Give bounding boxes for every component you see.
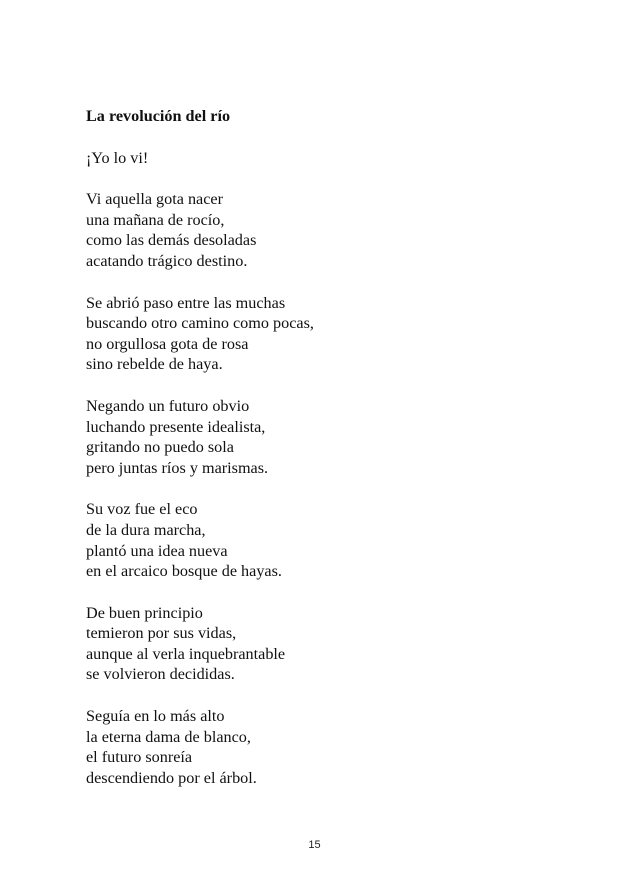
poem-line: acatando trágico destino. [86,251,248,270]
poem-line: en el arcaico bosque de hayas. [86,562,282,581]
poem-line: se volvieron decididas. [86,665,235,684]
poem-line: plantó una idea nueva [86,541,228,560]
poem-title: La revolución del río [86,107,231,125]
poem-line: el futuro sonreía [86,748,193,767]
poem-line: temieron por sus vidas, [86,624,237,643]
poem-line: una mañana de rocío, [86,210,225,229]
poem-line: luchando presente idealista, [86,417,266,436]
poem-line: no orgullosa gota de rosa [86,334,249,353]
poem-line: de la dura marcha, [86,520,206,539]
poem-line: aunque al verla inquebrantable [86,644,286,663]
poem-line: Su voz fue el eco [86,500,198,519]
poem-line: gritando no puedo sola [86,438,234,457]
poem-line: Negando un futuro obvio [86,396,250,415]
poem-line: Vi aquella gota nacer [86,190,224,209]
stanza-5 [86,603,566,685]
poem-line: De buen principio [86,603,203,622]
poem-line: sino rebelde de haya. [86,355,223,374]
poem-opening-line: ¡Yo lo vi! [86,148,149,167]
poem-line: descendiendo por el árbol. [86,768,257,787]
page-number: 15 [308,839,321,851]
poem-line: buscando otro camino como pocas, [86,314,314,333]
poem-line: como las demás desoladas [86,231,257,250]
stanza-3 [86,396,566,478]
stanza-2 [86,293,566,375]
stanza-6 [86,706,566,788]
poem [86,106,566,809]
poem-line: pero juntas ríos y marismas. [86,458,269,477]
poem-line: la eterna dama de blanco, [86,727,251,746]
poem-line: Se abrió paso entre las muchas [86,293,286,312]
stanza-4 [86,499,566,581]
poem-line: Seguía en lo más alto [86,707,225,726]
stanza-1 [86,189,566,271]
